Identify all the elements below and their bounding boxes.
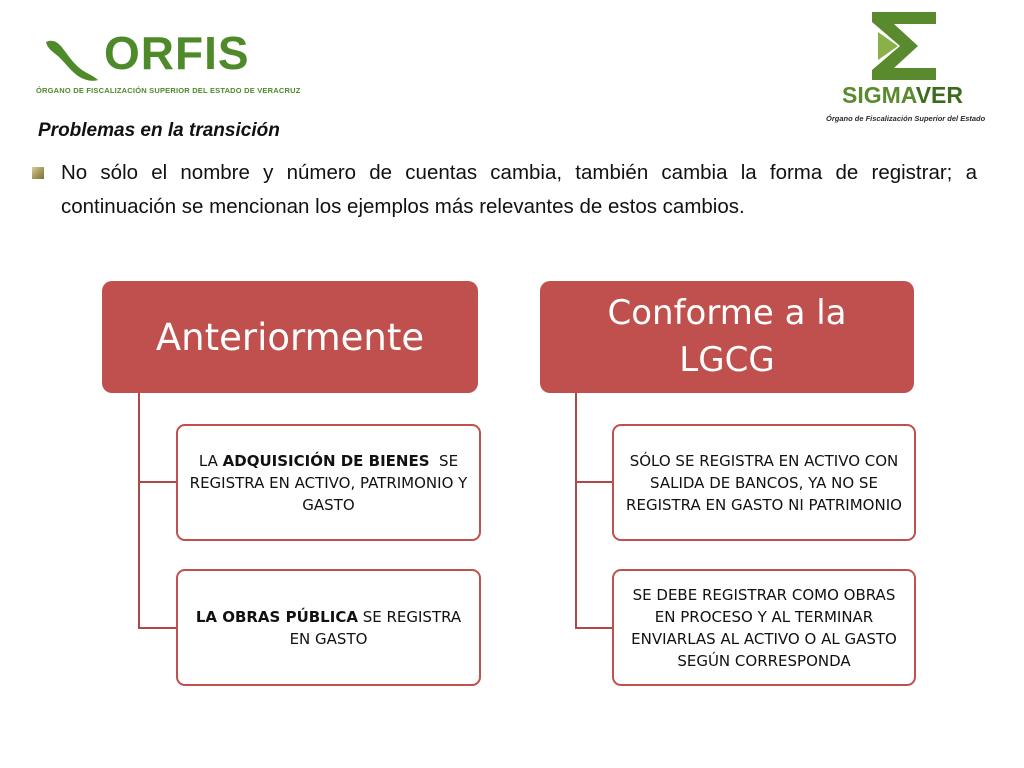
sigmaver-logo-text: SIGMAVER — [842, 82, 963, 108]
right-item-obras-proceso-text: SE DEBE REGISTRAR COMO OBRAS EN PROCESO Y AL TERMINAR ENVIARLAS AL ACTIVO O AL GASTO SEGÚN CORRESPONDA — [631, 585, 897, 670]
orfis-logo-subtitle: ÓRGANO DE FISCALIZACIÓN SUPERIOR DEL ESTADO DE VERACRUZ — [36, 86, 301, 95]
left-item-obras-text: LA OBRAS PÚBLICA SE REGISTRA EN GASTO — [195, 607, 462, 648]
sigma-logo-icon — [868, 10, 940, 82]
left-item-obras — [176, 569, 481, 686]
right-item-obras-proceso — [612, 569, 916, 686]
right-item-activo-text: SÓLO SE REGISTRA EN ACTIVO CON SALIDA DE BANCOS, YA NO SE REGISTRA EN GASTO NI PATRIMONIO — [626, 451, 902, 514]
header-anteriormente: Anteriormente — [102, 281, 478, 393]
header-conforme-lgcg-label: Conforme a la LGCG — [607, 293, 847, 380]
orfis-logo-text: ORFIS — [104, 27, 250, 79]
sigmaver-logo-subtitle: Órgano de Fiscalización Superior del Estado — [826, 114, 986, 123]
header-conforme-lgcg — [540, 281, 914, 393]
left-connector-vertical — [138, 393, 140, 629]
square-bullet-icon — [32, 167, 44, 179]
section-title: Problemas en la transición — [38, 120, 280, 141]
left-item-adquisicion-text: LA ADQUISICIÓN DE BIENES SE REGISTRA EN ACTIVO, PATRIMONIO Y GASTO — [189, 451, 473, 514]
right-connector-branch-2 — [575, 627, 612, 629]
right-connector-branch-1 — [575, 481, 612, 483]
left-connector-branch-2 — [138, 627, 176, 629]
right-connector-vertical — [575, 393, 577, 629]
left-connector-branch-1 — [138, 481, 176, 483]
bullet-paragraph: No sólo el nombre y número de cuentas cambia, también cambia la forma de registrar; a continuación se mencionan los ejemplos más relevantes de estos cambios. — [61, 161, 977, 218]
right-item-activo — [612, 424, 916, 541]
left-item-adquisicion — [176, 424, 481, 541]
